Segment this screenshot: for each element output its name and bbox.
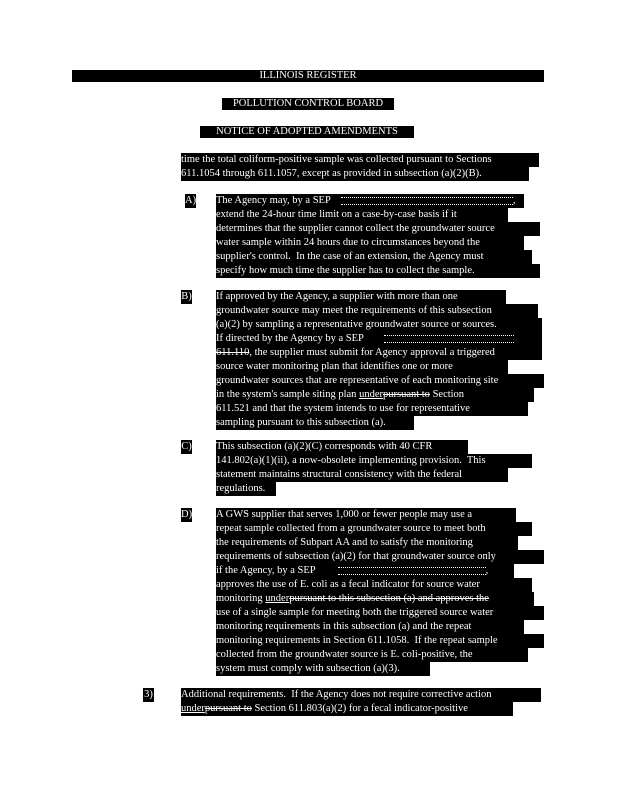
item-a-line: specify how much time the supplier has to collect the sample.	[216, 264, 540, 278]
item-c-line: regulations.	[216, 482, 276, 496]
item-b-line: source water monitoring plan that identifies one or more	[216, 360, 508, 374]
item-b-line: (a)(2) by sampling a representative groundwater source or sources.	[216, 318, 542, 332]
item-d-line: A GWS supplier that serves 1,000 or fewer people may use a	[216, 508, 516, 522]
item-d-line: monitoring requirements in Section 611.1058. If the repeat sample	[216, 634, 544, 648]
item-3-line: underpursuant to Section 611.803(a)(2) for a fecal indicator-positive	[181, 702, 513, 716]
item-b-label: B)	[181, 291, 192, 302]
item-b-line: If directed by the Agency by a SEP	[216, 332, 542, 346]
redacted-reference	[341, 197, 513, 205]
redacted-reference	[338, 567, 486, 575]
item-a-line: supplier's control. In the case of an extension, the Agency must	[216, 250, 532, 264]
notice-title-band	[200, 126, 414, 138]
item-d-line: repeat sample collected from a groundwater source to meet both	[216, 522, 532, 536]
item-3-label: 3)	[144, 689, 153, 700]
item-a-line: water sample within 24 hours due to circumstances beyond the	[216, 236, 524, 250]
item-c-line: This subsection (a)(2)(C) corresponds with 40 CFR	[216, 440, 468, 454]
item-b-line: If approved by the Agency, a supplier with more than one	[216, 290, 506, 304]
intro-line: 611.1054 through 611.1057, except as provided in subsection (a)(2)(B).	[181, 167, 529, 181]
item-d-line: monitoring requirements in this subsection (a) and the repeat	[216, 620, 524, 634]
item-d-line: monitoring underpursuant to this subsection (a) and approves the	[216, 592, 534, 606]
item-b-line: sampling pursuant to this subsection (a).	[216, 416, 414, 430]
item-b-line: groundwater source may meet the requirements of this subsection	[216, 304, 538, 318]
item-b-line: 611.110, the supplier must submit for Agency approval a triggered	[216, 346, 542, 360]
board-title-band	[222, 98, 394, 110]
item-a-line: extend the 24-hour time limit on a case-by-case basis if it	[216, 208, 508, 222]
item-c-line: statement maintains structural consistency with the federal	[216, 468, 508, 482]
item-c-line: 141.802(a)(1)(ii), a now-obsolete implementing provision. This	[216, 454, 532, 468]
item-d-line: the requirements of Subpart AA and to satisfy the monitoring	[216, 536, 518, 550]
register-title-band	[72, 70, 544, 82]
redacted-reference	[384, 335, 514, 343]
item-a-line: The Agency may, by a SEP ,	[216, 194, 524, 208]
item-a-label: A)	[185, 195, 197, 206]
item-b-line: 611.521 and that the system intends to use for representative	[216, 402, 528, 416]
item-b-line: in the system's sample siting plan underpursuant to Section	[216, 388, 534, 402]
item-d-line: collected from the groundwater source is E. coli-positive, the	[216, 648, 528, 662]
item-c-label: C)	[181, 441, 192, 452]
item-d-line: system must comply with subsection (a)(3).	[216, 662, 430, 676]
item-3-line: Additional requirements. If the Agency does not require corrective action	[181, 688, 541, 702]
item-d-line: approves the use of E. coli as a fecal indicator for source water	[216, 578, 532, 592]
item-d-label: D)	[181, 509, 193, 520]
intro-line: time the total coliform-positive sample was collected pursuant to Sections	[181, 153, 539, 167]
item-d-line: requirements of subsection (a)(2) for that groundwater source only	[216, 550, 544, 564]
item-a-line: determines that the supplier cannot collect the groundwater source	[216, 222, 540, 236]
notice-title: NOTICE OF ADOPTED AMENDMENTS	[216, 126, 398, 137]
item-d-line: use of a single sample for meeting both the triggered source water	[216, 606, 544, 620]
item-b-line: groundwater sources that are representative of each monitoring site	[216, 374, 544, 388]
board-title: POLLUTION CONTROL BOARD	[232, 98, 384, 109]
item-d-line: if the Agency, by a SEP ,	[216, 564, 514, 578]
register-title: ILLINOIS REGISTER	[259, 70, 357, 81]
